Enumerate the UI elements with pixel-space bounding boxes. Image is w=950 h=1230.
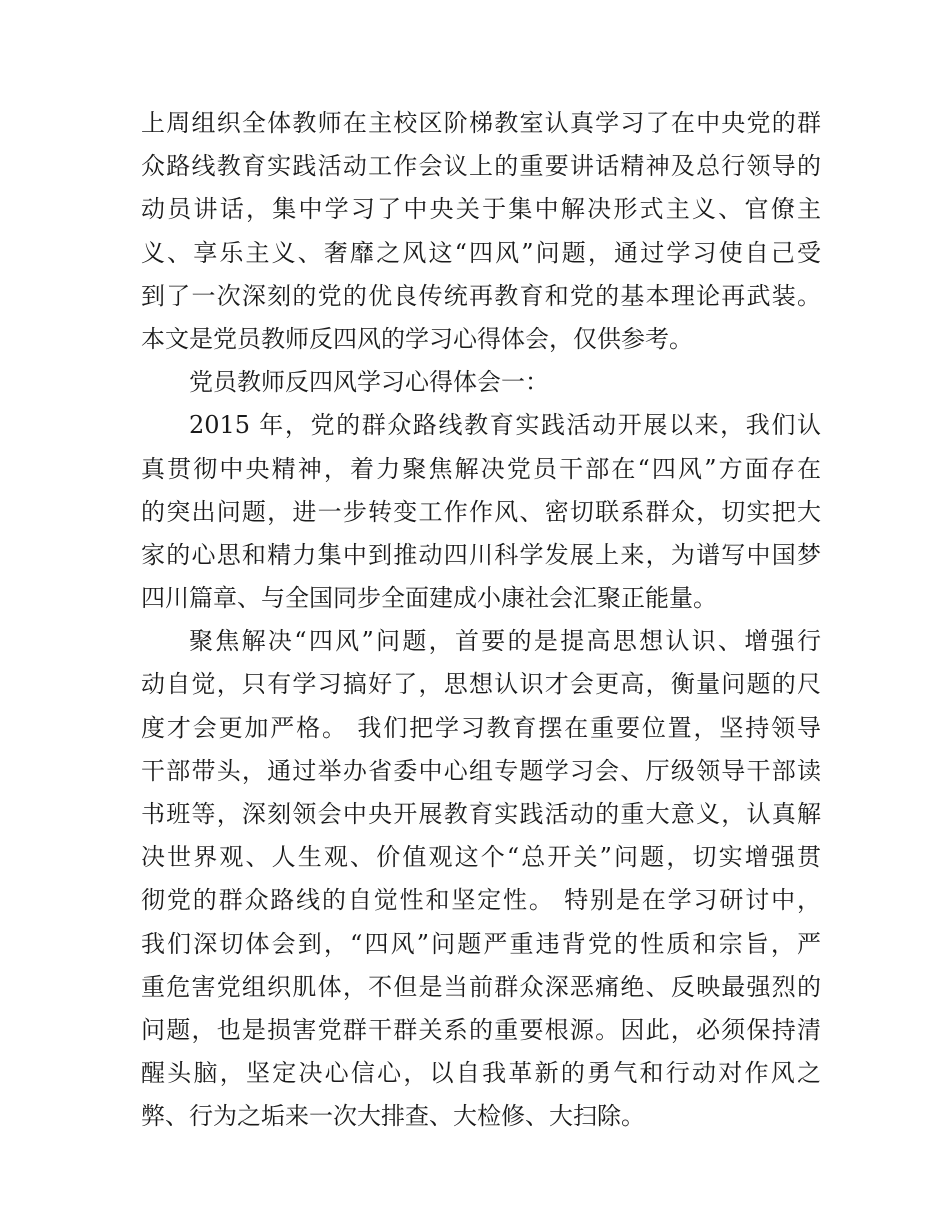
text-line: 四川篇章、与全国同步全面建成小康社会汇聚正能量。: [141, 584, 717, 613]
text-line: 干部带头，通过举办省委中心组专题学习会、厅级领导干部读: [141, 756, 821, 785]
text-line: 义、享乐主义、奢靡之风这“四风”问题，通过学习使自己受: [141, 238, 821, 267]
text-line: 动自觉，只有学习搞好了，思想认识才会更高，衡量问题的尺: [141, 670, 821, 699]
text-line: 书班等，深刻领会中央开展教育实践活动的重大意义，认真解: [141, 800, 821, 828]
text-line: 度才会更加严格。 我们把学习教育摆在重要位置，坚持领导: [141, 713, 821, 742]
text-line: 真贯彻中央精神，着力聚焦解决党员干部在“四风”方面存在: [141, 454, 821, 483]
text-line: 聚焦解决“四风”问题，首要的是提高思想认识、增强行: [189, 627, 821, 656]
text-line: 问题，也是损害党群干群关系的重要根源。因此，必须保持清: [141, 1015, 821, 1044]
text-line: 弊、行为之垢来一次大排查、大检修、大扫除。: [141, 1102, 645, 1131]
text-line: 上周组织全体教师在主校区阶梯教室认真学习了在中央党的群: [141, 109, 821, 137]
text-line: 本文是党员教师反四风的学习心得体会，仅供参考。: [141, 324, 693, 353]
text-line: 到了一次深刻的党的优良传统再教育和党的基本理论再武装。: [141, 281, 821, 310]
text-line: 动员讲话，集中学习了中央关于集中解决形式主义、官僚主: [141, 195, 821, 224]
section-heading: 党员教师反四风学习心得体会一：: [189, 368, 549, 397]
text-line: 醒头脑，坚定决心信心，以自我革新的勇气和行动对作风之: [141, 1059, 821, 1088]
text-line: 家的心思和精力集中到推动四川科学发展上来，为谱写中国梦: [141, 540, 821, 569]
text-line: 决世界观、人生观、价值观这个“总开关”问题，切实增强贯: [141, 843, 821, 872]
text-line: 我们深切体会到，“四风”问题严重违背党的性质和宗旨，严: [141, 929, 821, 958]
text-line: 的突出问题，进一步转变工作作风、密切联系群众，切实把大: [141, 497, 821, 526]
body-text: [141, 102, 821, 1139]
text-line: 重危害党组织肌体，不但是当前群众深恶痛绝、反映最强烈的: [141, 972, 821, 1001]
text-line: 众路线教育实践活动工作会议上的重要讲话精神及总行领导的: [141, 152, 821, 181]
text-line: 彻党的群众路线的自觉性和坚定性。 特别是在学习研讨中，: [141, 886, 821, 915]
text-line: 2015 年，党的群众路线教育实践活动开展以来，我们认: [189, 411, 821, 440]
